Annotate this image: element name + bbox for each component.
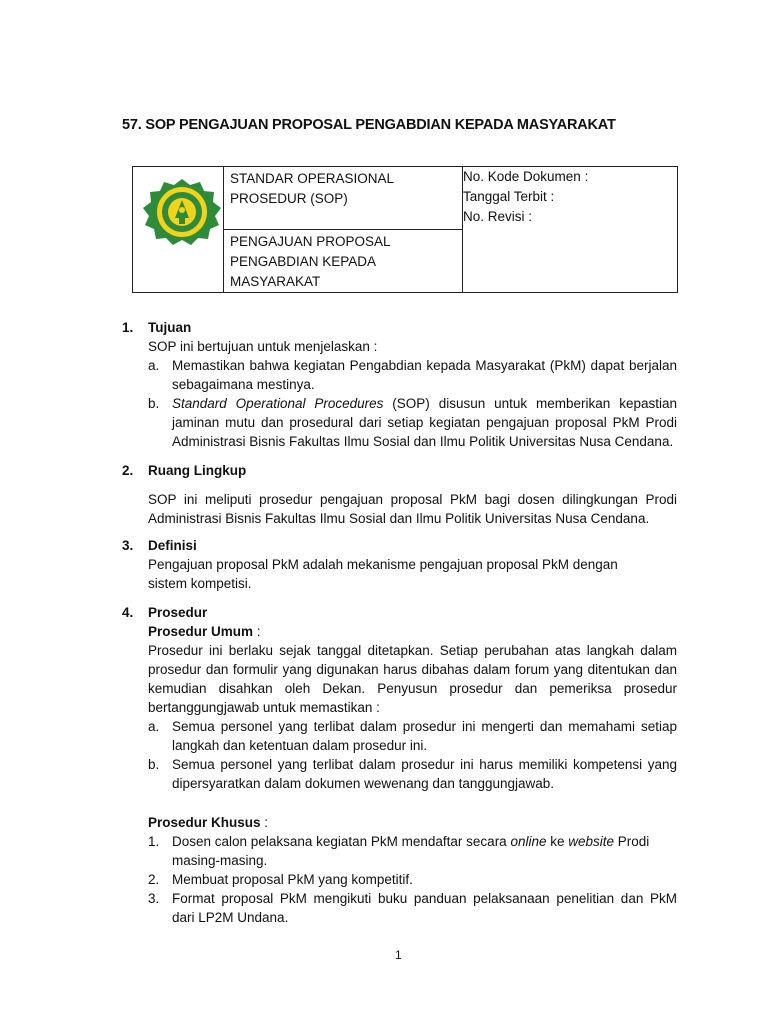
list-item: b. Standard Operational Procedures (SOP) disusun untuk memberikan kepastian jaminan mutu dan prosedural dari setiap kegiatan pengajuan proposal PkM Prodi Administrasi Bisnis Fakultas Ilmu Sosial dan Ilmu Politik Universitas Nusa Cendana. <box>148 396 677 449</box>
prosedur-umum-heading: Prosedur Umum : <box>148 624 261 639</box>
section-definisi <box>122 536 677 593</box>
subject-line-2: PENGABDIAN KEPADA <box>230 254 377 269</box>
section-number: 2. <box>122 463 134 478</box>
list-item: 1. Dosen calon pelaksana kegiatan PkM mendaftar secara online ke website Prodi masing-masing. <box>148 834 650 868</box>
prosedur-umum-text: Prosedur ini berlaku sejak tanggal ditetapkan. Setiap perubahan atas langkah dalam prosedur dan formulir yang digunakan harus dibahas dalam forum yang ditentukan dan kemudian disahkan oleh Dekan. Penyusun prosedur dan pemeriksa prosedur bertanggungjawab untuk memastikan : <box>148 643 677 715</box>
section-heading: Ruang Lingkup <box>148 463 247 478</box>
sop-line-2: PROSEDUR (SOP) <box>230 191 348 206</box>
section-text: Pengajuan proposal PkM adalah mekanisme pengajuan proposal PkM dengan sistem kompetisi. <box>148 557 618 591</box>
sop-header-table <box>132 166 678 293</box>
page-number: 1 <box>395 948 402 962</box>
document-body <box>122 318 677 935</box>
prosedur-khusus-heading: Prosedur Khusus : <box>148 815 269 830</box>
list-item: 2. Membuat proposal PkM yang kompetitif. <box>148 872 413 887</box>
document-info-cell <box>463 167 678 293</box>
italic-term: Standard Operational Procedures <box>172 396 384 411</box>
section-heading: Tujuan <box>148 320 192 335</box>
university-logo <box>133 167 223 247</box>
list-item: b. Semua personel yang terlibat dalam prosedur ini harus memiliki kompetensi yang dipersyaratkan dalam dokumen wewenang dan tanggungjawab. <box>148 757 677 791</box>
section-heading: Prosedur <box>148 605 208 620</box>
document-title: 57. SOP PENGAJUAN PROPOSAL PENGABDIAN KEPADA MASYARAKAT <box>122 117 616 133</box>
list-item: 3. Format proposal PkM mengikuti buku panduan pelaksanaan penelitian dan PkM dari LP2M Undana. <box>148 891 677 925</box>
section-number: 1. <box>122 320 134 335</box>
list-item: a. Semua personel yang terlibat dalam prosedur ini mengerti dan memahami setiap langkah dan ketentuan dalam prosedur ini. <box>148 719 677 753</box>
sop-line-1: STANDAR OPERASIONAL <box>230 171 395 186</box>
kode-dokumen: No. Kode Dokumen : <box>463 169 589 184</box>
no-revisi: No. Revisi : <box>463 209 533 224</box>
subject-line-1: PENGAJUAN PROPOSAL <box>230 234 391 249</box>
section-prosedur <box>122 603 677 927</box>
section-heading: Definisi <box>148 538 197 553</box>
sop-title-cell <box>224 167 463 293</box>
section-intro: SOP ini bertujuan untuk menjelaskan : <box>148 339 378 354</box>
section-ruang-lingkup <box>122 461 677 528</box>
section-number: 3. <box>122 538 134 553</box>
tanggal-terbit: Tanggal Terbit : <box>463 189 555 204</box>
logo-cell <box>133 167 224 293</box>
subject-line-3: MASYARAKAT <box>230 274 321 289</box>
list-item: a. Memastikan bahwa kegiatan Pengabdian kepada Masyarakat (PkM) dapat berjalan sebagaimana mestinya. <box>148 358 677 392</box>
section-text: SOP ini meliputi prosedur pengajuan proposal PkM bagi dosen dilingkungan Prodi Administrasi Bisnis Fakultas Ilmu Sosial dan Ilmu Politik Universitas Nusa Cendana. <box>148 492 677 526</box>
section-number: 4. <box>122 605 134 620</box>
section-tujuan <box>122 318 677 451</box>
